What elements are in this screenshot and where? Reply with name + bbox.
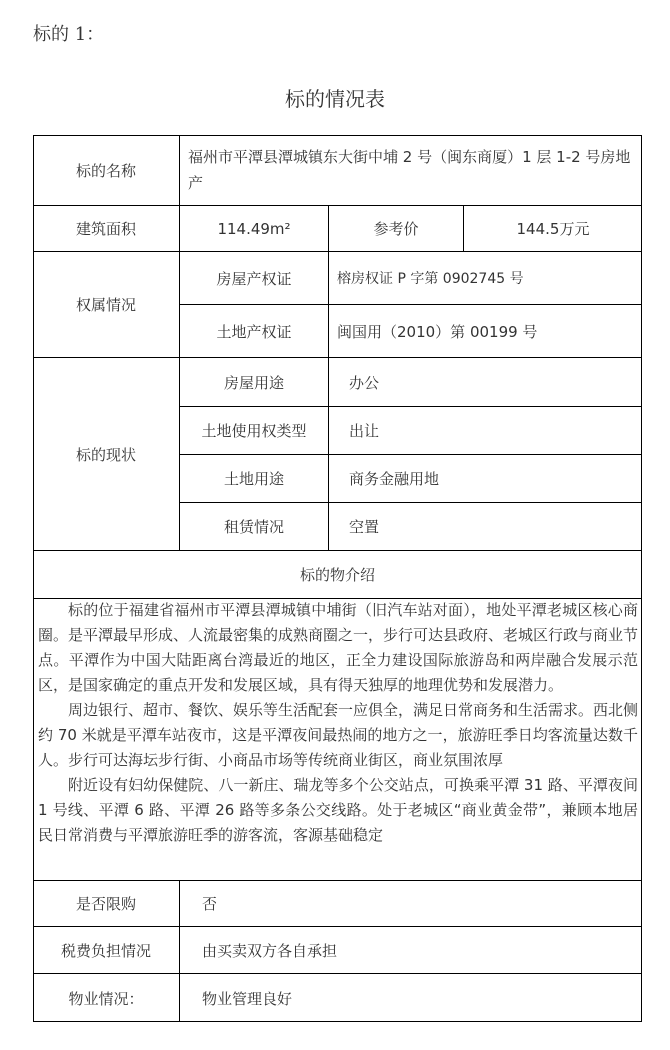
- intro-text: [38, 598, 638, 848]
- tax-value: 由买卖双方各自承担: [202, 941, 338, 960]
- lease-value: 空置: [349, 518, 380, 536]
- purchase-limit-value: 否: [202, 895, 218, 913]
- intro-label: 标的物介绍: [299, 566, 375, 584]
- rights-label: 权属情况: [75, 296, 136, 314]
- area-value: 114.49m²: [217, 219, 291, 238]
- house-use-label: 房屋用途: [223, 373, 284, 392]
- name-value: 福州市平潭县潭城镇东大街中埔 2 号（闽东商厦）1 层 1-2 号房地产: [188, 148, 631, 192]
- house-cert-value: 榕房权证 P 字第 0902745 号: [337, 271, 524, 287]
- intro-paragraph: 周边银行、超市、餐饮、娱乐等生活配套一应俱全，满足日常商务和生活需求。西北侧约 70 米就是平潭车站夜市，这是平潭夜间最热闹的地方之一，旅游旺季日均客流量达数千人。步行可达海坛步行街、小商品市场等传统商业街区，商业氛围浓厚: [38, 701, 639, 769]
- tax-label: 税费负担情况: [60, 941, 151, 960]
- lease-label: 租赁情况: [223, 518, 284, 536]
- house-cert-label: 房屋产权证: [216, 269, 292, 288]
- land-use-label: 土地用途: [223, 470, 284, 488]
- land-cert-value: 闽国用（2010）第 00199 号: [337, 322, 538, 341]
- price-value: 144.5万元: [516, 220, 590, 238]
- land-right-type-label: 土地使用权类型: [201, 422, 307, 440]
- property-mgmt-label: 物业情况：: [68, 989, 144, 1008]
- land-cert-label: 土地产权证: [216, 322, 292, 341]
- section-heading: 标的 1：: [33, 24, 105, 45]
- intro-paragraph: 附近设有妇幼保健院、八一新庄、瑞龙等多个公交站点，可换乘平潭 31 路、平潭夜间 1 号线、平潭 6 路、平潭 26 路等多条公交线路。处于老城区“商业黄金带”，兼顾本地居民日常消费与平潭旅游旺季的游客流，客源基础稳定: [38, 776, 638, 844]
- land-right-type-value: 出让: [349, 422, 380, 440]
- intro-paragraph: 标的位于福建省福州市平潭县潭城镇中埔街（旧汽车站对面），地处平潭老城区核心商圈。是平潭最早形成、人流最密集的成熟商圈之一，步行可达县政府、老城区行政与商业节点。平潭作为中国大陆距离台湾最近的地区，正全力建设国际旅游岛和两岸融合发展示范区，是国家确定的重点开发和发展区域，具有得天独厚的地理优势和发展潜力。: [38, 601, 639, 694]
- status-label: 标的现状: [75, 445, 136, 464]
- table-caption: 标的情况表: [285, 87, 385, 111]
- house-use-value: 办公: [349, 373, 380, 392]
- property-mgmt-value: 物业管理良好: [202, 989, 293, 1008]
- area-label: 建筑面积: [75, 220, 136, 238]
- name-label: 标的名称: [75, 161, 136, 180]
- price-label: 参考价: [373, 220, 419, 238]
- land-use-value: 商务金融用地: [349, 470, 440, 488]
- purchase-limit-label: 是否限购: [75, 895, 136, 913]
